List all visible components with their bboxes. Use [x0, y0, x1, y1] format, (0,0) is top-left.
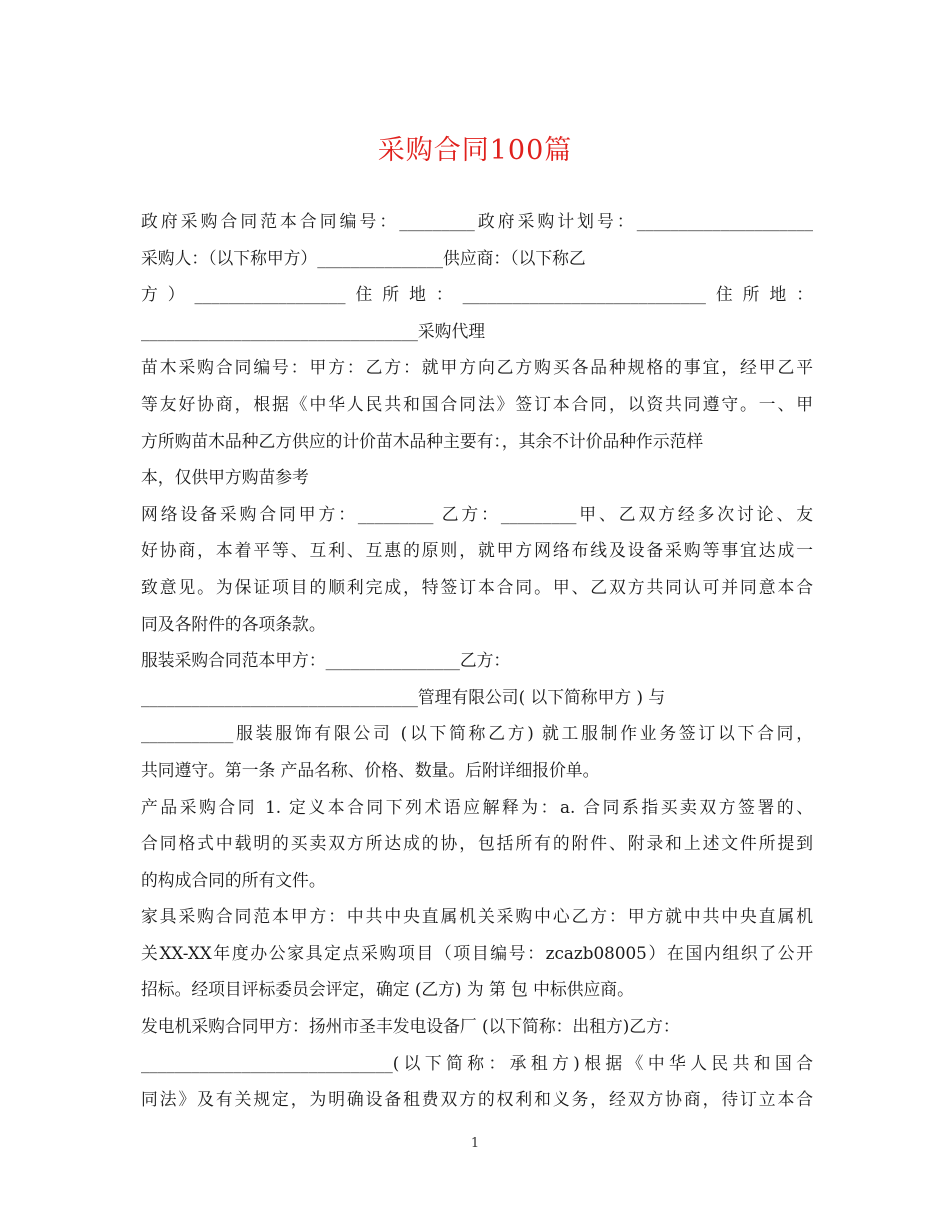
text-line: 的构成合同的所有文件。: [141, 869, 326, 890]
text-line: 关XX-XX年度办公家具定点采购项目（项目编号：zcazb08005）在国内组织了公开: [141, 942, 813, 963]
text-line: 好协商，本着平等、互利、互惠的原则，就甲方网络布线及设备采购等事宜达成一: [141, 540, 813, 561]
text-line: 产品采购合同 1. 定义本合同下列术语应解释为：a. 合同系指买卖双方签署的、: [141, 796, 813, 817]
text-line: 政府采购合同范本合同编号：_________政府采购计划号：_____________________: [141, 211, 813, 231]
text-line: _________________________________采购代理: [141, 320, 486, 341]
page-number: 1: [470, 1136, 480, 1151]
document-body: [141, 203, 813, 1118]
text-line: 服装采购合同范本甲方：________________乙方：: [141, 650, 511, 671]
text-line: 方）__________________住所地：_____________________________住所地：: [141, 284, 813, 305]
text-line: 致意见。为保证项目的顺利完成，特签订本合同。甲、乙双方共同认可并同意本合: [141, 576, 813, 597]
text-line: 苗木采购合同编号：甲方：乙方：就甲方向乙方购买各品种规格的事宜，经甲乙平: [141, 357, 813, 378]
text-line: 共同遵守。第一条 产品名称、价格、数量。后附详细报价单。: [141, 759, 600, 780]
text-line: 家具采购合同范本甲方：中共中央直属机关采购中心乙方：甲方就中共中央直属机: [141, 906, 813, 927]
document-title: 采购合同100篇: [377, 135, 573, 166]
text-line: 招标。经项目评标委员会评定，确定 (乙方) 为 第 包 中标供应商。: [141, 979, 634, 1000]
text-line: 同法》及有关规定，为明确设备租费双方的权利和义务，经双方协商，待订立本合: [141, 1089, 813, 1110]
text-line: 发电机采购合同甲方：扬州市圣丰发电设备厂 (以下简称：出租方)乙方：: [141, 1016, 680, 1037]
text-line: 网络设备采购合同甲方：_________ 乙方：_________甲、乙双方经多次讨论、友: [141, 503, 813, 524]
text-line: 等友好协商，根据《中华人民共和国合同法》签订本合同，以资共同遵守。一、甲: [141, 393, 813, 414]
text-line: 采购人：（以下称甲方）_______________供应商：（以下称乙: [141, 247, 586, 268]
text-line: ______________________________(以下简称：承租方)根据《中华人民共和国合: [141, 1052, 813, 1073]
text-line: 合同格式中载明的买卖双方所达成的协，包括所有的附件、附录和上述文件所提到: [141, 833, 813, 854]
text-line: 方所购苗木品种乙方供应的计价苗木品种主要有：，其余不计价品种作示范样: [141, 430, 704, 451]
text-line: 同及各附件的各项条款。: [141, 613, 326, 634]
text-line: ___________服装服饰有限公司 (以下简称乙方) 就工服制作业务签订以下合同，: [141, 723, 813, 744]
text-line: 本，仅供甲方购苗参考: [141, 467, 309, 488]
text-line: _________________________________管理有限公司( 以下简称甲方 ) 与: [141, 686, 666, 707]
